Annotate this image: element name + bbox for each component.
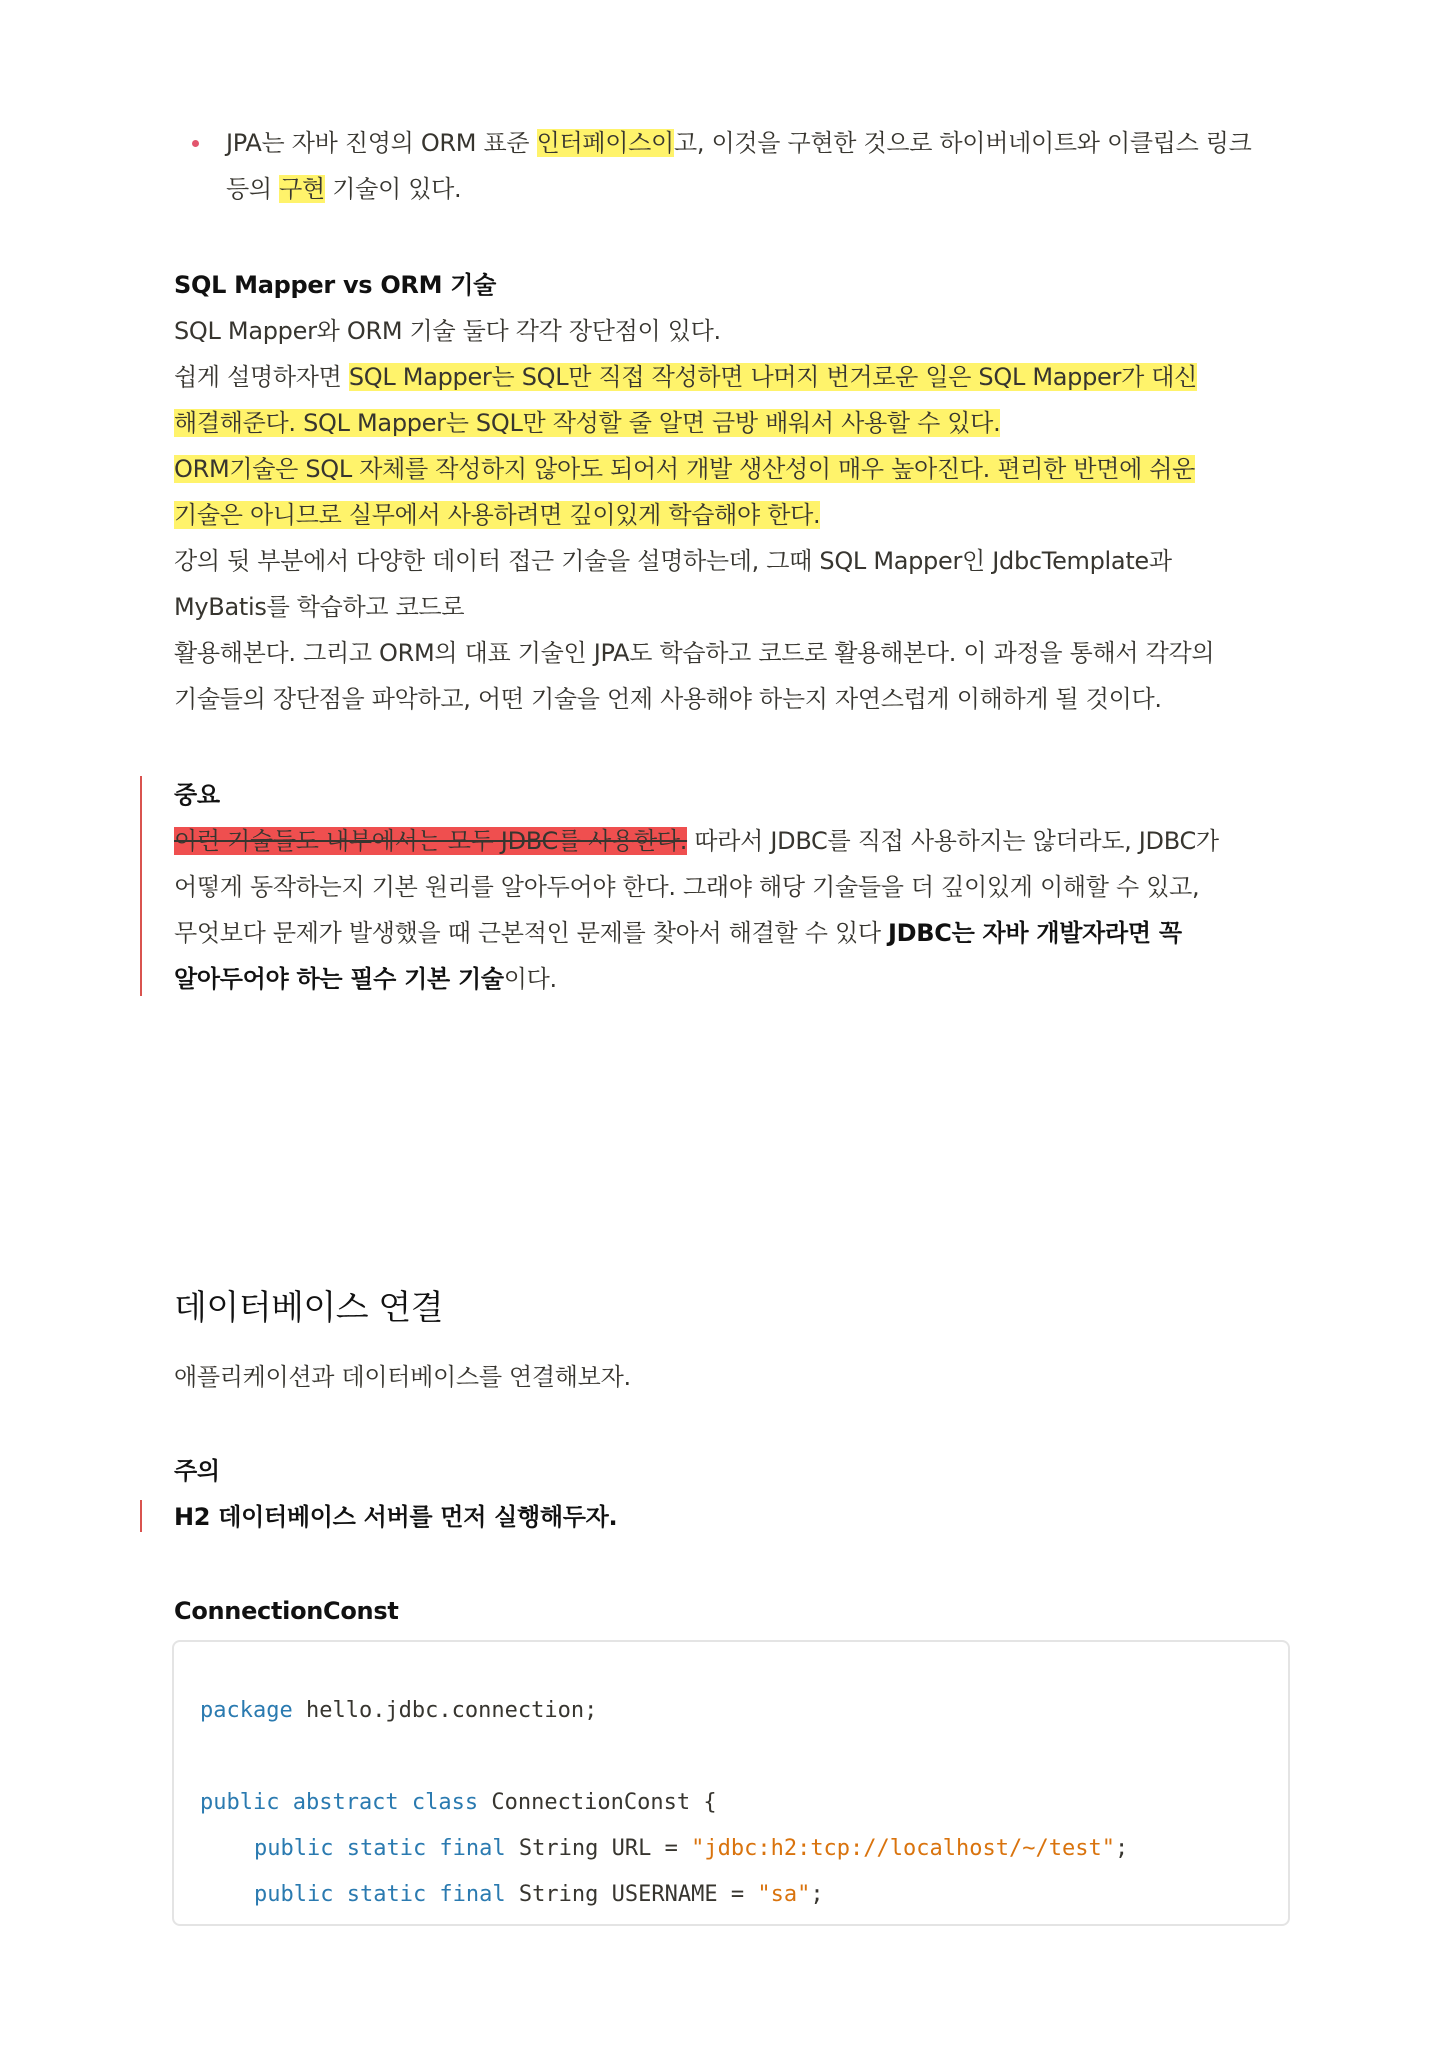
callout-title: 중요 xyxy=(174,781,220,809)
callout-line xyxy=(174,818,1294,864)
paragraph-line xyxy=(174,354,1294,400)
paragraph-line: SQL Mapper와 ORM 기술 둘다 각각 장단점이 있다. xyxy=(174,317,721,345)
paragraph-line xyxy=(174,446,1294,492)
highlight-text: 기술은 아니므로 실무에서 사용하려면 깊이있게 학습해야 한다. xyxy=(174,501,821,529)
code-text: ; xyxy=(1114,1836,1129,1861)
code-line xyxy=(200,1698,597,1723)
bullet-dot xyxy=(192,140,199,147)
code-line xyxy=(200,1790,717,1815)
callout-bar xyxy=(140,776,142,996)
paragraph-line: MyBatis를 학습하고 코드로 xyxy=(174,593,465,621)
code-keyword: package xyxy=(200,1698,293,1723)
code-string: "jdbc:h2:tcp://localhost/~/test" xyxy=(691,1836,1115,1861)
note-body: H2 데이터베이스 서버를 먼저 실행해두자. xyxy=(174,1503,618,1531)
code-keyword: public static final xyxy=(254,1882,506,1907)
callout-line: 어떻게 동작하는지 기본 원리를 알아두어야 한다. 그래야 해당 기술들을 더 깊이있게 이해할 수 있고, xyxy=(174,873,1200,901)
highlight-text: 인터페이스이 xyxy=(536,129,674,157)
code-string: "sa" xyxy=(757,1882,811,1907)
callout-line xyxy=(174,956,1294,1002)
code-text: hello.jdbc.connection; xyxy=(292,1698,598,1723)
bold-text: JDBC는 자바 개발자라면 꼭 xyxy=(888,919,1182,947)
text: 쉽게 설명하자면 xyxy=(174,363,349,391)
text: JPA는 자바 진영의 ORM 표준 xyxy=(226,129,537,157)
code-keyword: public abstract class xyxy=(200,1790,479,1815)
note-bar xyxy=(140,1500,142,1532)
highlight-text: 해결해준다. SQL Mapper는 SQL만 작성할 줄 알면 금방 배워서 사용할 수 있다. xyxy=(174,409,1001,437)
bullet-line-2 xyxy=(226,166,1346,212)
paragraph-line: 활용해본다. 그리고 ORM의 대표 기술인 JPA도 학습하고 코드로 활용해본다. 이 과정을 통해서 각각의 xyxy=(174,639,1215,667)
code-title: ConnectionConst xyxy=(174,1597,399,1625)
code-text: String URL = xyxy=(505,1836,692,1861)
text: 따라서 JDBC를 직접 사용하지는 않더라도, JDBC가 xyxy=(687,827,1219,855)
paragraph-line xyxy=(174,400,1294,446)
text: 이다. xyxy=(503,965,557,993)
code-text: String USERNAME = xyxy=(505,1882,758,1907)
callout-line xyxy=(174,910,1294,956)
bold-text: 알아두어야 하는 필수 기본 기술 xyxy=(174,965,504,993)
highlight-text: SQL Mapper는 SQL만 직접 작성하면 나머지 번거로운 일은 SQL Mapper가 대신 xyxy=(348,363,1198,391)
code-text: ; xyxy=(810,1882,824,1907)
highlight-text: ORM기술은 SQL 자체를 작성하지 않아도 되어서 개발 생산성이 매우 높아진다. 편리한 반면에 쉬운 xyxy=(174,455,1196,483)
section-title: SQL Mapper vs ORM 기술 xyxy=(174,271,497,299)
strike-highlight-text: 이런 기술들도 내부에서는 모두 JDBC를 사용한다. xyxy=(174,827,688,855)
note-title: 주의 xyxy=(174,1457,220,1485)
text: 등의 xyxy=(226,175,280,203)
code-line xyxy=(254,1836,1128,1861)
paragraph-line: 기술들의 장단점을 파악하고, 어떤 기술을 언제 사용해야 하는지 자연스럽게 이해하게 될 것이다. xyxy=(174,685,1162,713)
text: 기술이 있다. xyxy=(324,175,462,203)
code-block[interactable] xyxy=(172,1640,1290,1926)
highlight-text: 구현 xyxy=(279,175,325,203)
paragraph-line: 애플리케이션과 데이터베이스를 연결해보자. xyxy=(174,1363,631,1391)
section-heading: 데이터베이스 연결 xyxy=(174,1288,444,1328)
code-line xyxy=(254,1882,824,1907)
bullet-line-1 xyxy=(226,120,1346,166)
text: 고, 이것을 구현한 것으로 하이버네이트와 이클립스 링크 xyxy=(673,129,1252,157)
code-keyword: public static final xyxy=(254,1836,506,1861)
text: 무엇보다 문제가 발생했을 때 근본적인 문제를 찾아서 해결할 수 있다 xyxy=(174,919,889,947)
code-text: ConnectionConst { xyxy=(478,1790,717,1815)
paragraph-line xyxy=(174,492,1294,538)
paragraph-line: 강의 뒷 부분에서 다양한 데이터 접근 기술을 설명하는데, 그때 SQL Mapper인 JdbcTemplate과 xyxy=(174,547,1172,575)
